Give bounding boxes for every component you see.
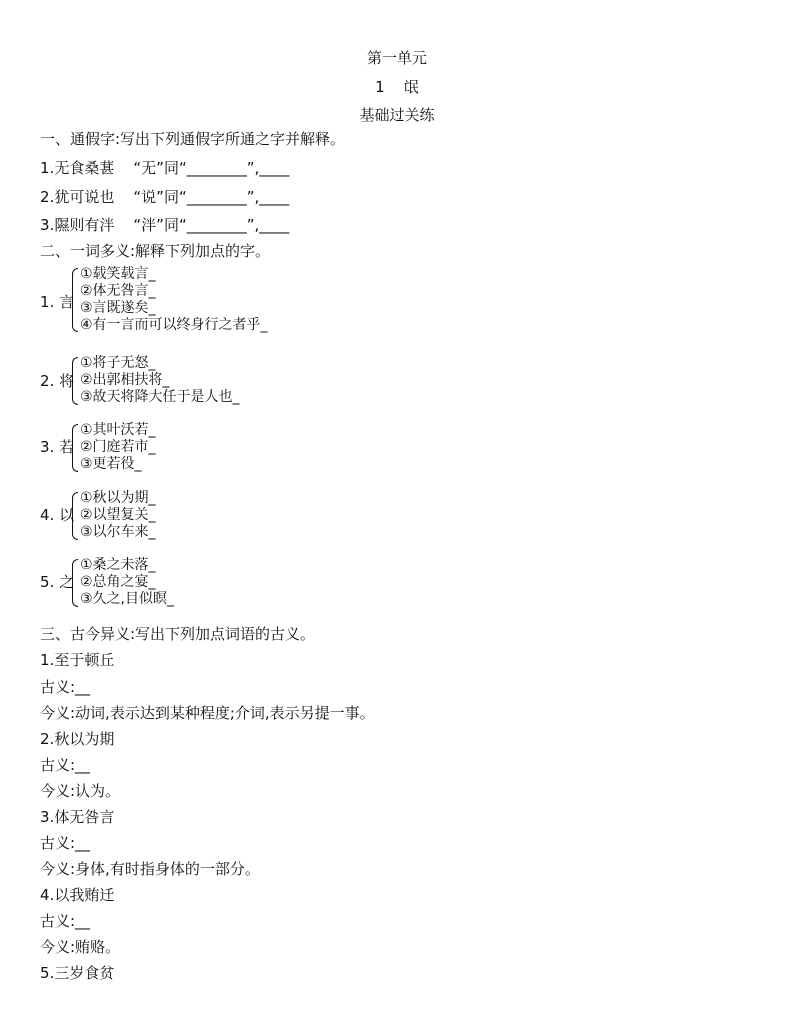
question-number: 2. bbox=[40, 730, 55, 748]
sense-item: ①载笑载言_ bbox=[80, 266, 156, 282]
question-close: ”, bbox=[246, 216, 260, 234]
sense-item: ②以望复关_ bbox=[80, 507, 156, 523]
question-number: 2. bbox=[40, 188, 55, 206]
ancient-meaning-answer[interactable]: 古义:__ bbox=[40, 912, 91, 930]
answer-blank[interactable]: ________ bbox=[186, 188, 247, 206]
question-number: 4. bbox=[40, 886, 55, 904]
section3-heading: 三、古今异义:写出下列加点词语的古义。 bbox=[40, 625, 316, 643]
brace-icon bbox=[72, 559, 78, 607]
ancient-meaning-answer[interactable]: 古义:__ bbox=[40, 756, 91, 774]
brace-icon bbox=[72, 357, 78, 405]
question-3-4 bbox=[40, 885, 114, 905]
answer-blank[interactable]: ________ bbox=[186, 159, 247, 177]
sense-item: ①秋以为期_ bbox=[80, 490, 156, 506]
lesson-number: 1 bbox=[375, 78, 385, 96]
question-target: “无”同“ bbox=[133, 159, 187, 177]
question-1-3 bbox=[40, 215, 289, 235]
question-phrase: 以我贿迁 bbox=[54, 886, 115, 904]
question-number: 1. bbox=[40, 159, 55, 177]
brace-icon bbox=[72, 424, 78, 472]
question-3-2 bbox=[40, 729, 114, 749]
sense-item: ④有一言而可以终身行之者乎_ bbox=[80, 317, 268, 333]
answer-blank[interactable]: ____ bbox=[259, 188, 290, 206]
group-label: 3. 若 bbox=[40, 438, 75, 456]
question-phrase: 三岁食贫 bbox=[54, 964, 115, 982]
sense-item: ②出郭相扶将_ bbox=[80, 372, 170, 388]
modern-meaning: 今义:动词,表示达到某种程度;介词,表示另提一事。 bbox=[40, 704, 375, 722]
answer-blank[interactable]: ________ bbox=[186, 216, 247, 234]
ancient-meaning-answer[interactable]: 古义:__ bbox=[40, 834, 91, 852]
ancient-meaning-answer[interactable]: 古义:__ bbox=[40, 678, 91, 696]
subtitle: 基础过关练 bbox=[359, 106, 435, 124]
brace-icon bbox=[72, 268, 78, 332]
question-number: 5. bbox=[40, 964, 55, 982]
question-3-1 bbox=[40, 650, 114, 670]
answer-blank[interactable]: ____ bbox=[259, 216, 290, 234]
question-close: ”, bbox=[246, 159, 260, 177]
sense-item: ②门庭若市_ bbox=[80, 439, 156, 455]
question-phrase: 犹可说也 bbox=[54, 188, 115, 206]
modern-meaning: 今义:认为。 bbox=[40, 782, 121, 800]
question-phrase: 体无咎言 bbox=[54, 808, 115, 826]
question-number: 1. bbox=[40, 651, 55, 669]
question-1-1 bbox=[40, 158, 289, 178]
question-phrase: 至于顿丘 bbox=[54, 651, 115, 669]
sense-item: ③言既遂矣_ bbox=[80, 300, 156, 316]
sense-item: ③更若役_ bbox=[80, 456, 142, 472]
question-number: 3. bbox=[40, 808, 55, 826]
question-3-3 bbox=[40, 807, 114, 827]
section1-heading: 一、通假字:写出下列通假字所通之字并解释。 bbox=[40, 130, 346, 148]
question-phrase: 秋以为期 bbox=[54, 730, 115, 748]
lesson-name: 氓 bbox=[403, 78, 419, 96]
sense-item: ③故天将降大任于是人也_ bbox=[80, 389, 240, 405]
question-close: ”, bbox=[246, 188, 260, 206]
group-label: 1. 言 bbox=[40, 293, 75, 311]
sense-item: ①将子无怒_ bbox=[80, 355, 156, 371]
lesson-title bbox=[0, 77, 794, 97]
brace-icon bbox=[72, 492, 78, 540]
sense-item: ①其叶沃若_ bbox=[80, 422, 156, 438]
unit-title: 第一单元 bbox=[366, 49, 427, 67]
group-label: 2. 将 bbox=[40, 372, 75, 390]
question-phrase: 无食桑葚 bbox=[54, 159, 115, 177]
sense-item: ①桑之未落_ bbox=[80, 557, 156, 573]
group-label: 4. 以 bbox=[40, 506, 75, 524]
question-phrase: 隰则有泮 bbox=[54, 216, 115, 234]
sense-item: ③以尔车来_ bbox=[80, 524, 156, 540]
sense-item: ②总角之宴_ bbox=[80, 574, 156, 590]
question-number: 3. bbox=[40, 216, 55, 234]
sense-item: ②体无咎言_ bbox=[80, 283, 156, 299]
answer-blank[interactable]: ____ bbox=[259, 159, 290, 177]
modern-meaning: 今义:贿赂。 bbox=[40, 938, 121, 956]
question-target: “说”同“ bbox=[133, 188, 187, 206]
group-label: 5. 之 bbox=[40, 573, 75, 591]
question-3-5 bbox=[40, 963, 114, 983]
modern-meaning: 今义:身体,有时指身体的一部分。 bbox=[40, 860, 260, 878]
sense-item: ③久之,目似瞑_ bbox=[80, 591, 175, 607]
question-1-2 bbox=[40, 187, 289, 207]
section2-heading: 二、一词多义:解释下列加点的字。 bbox=[40, 242, 271, 260]
question-target: “泮”同“ bbox=[133, 216, 187, 234]
